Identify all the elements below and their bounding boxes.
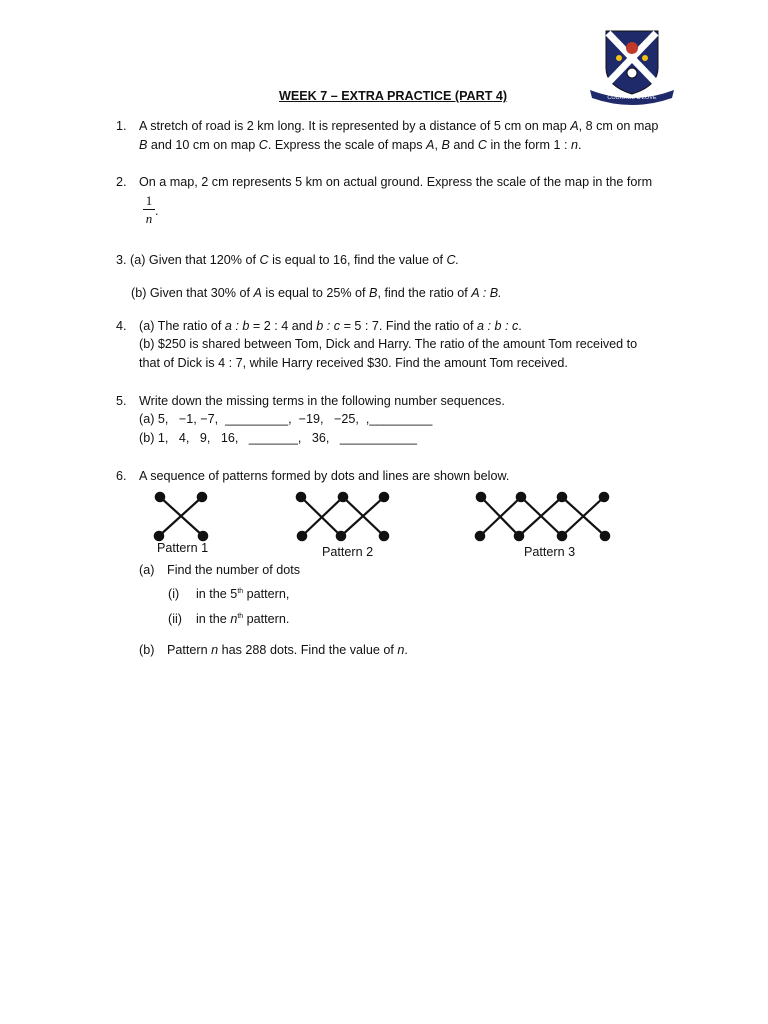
q2-text: On a map, 2 cm represents 5 km on actual ground. Express the scale of the map in the form xyxy=(139,175,653,189)
pattern-3-figure xyxy=(476,493,609,540)
q5-text: Write down the missing terms in the following number sequences. xyxy=(139,394,505,408)
q6aii-text: in the $n^{th}$ pattern. xyxy=(196,612,290,626)
q6ai-label: (i) xyxy=(168,587,180,601)
pattern-2-figure xyxy=(297,493,388,540)
q4b-line2: that of Dick is 4 : 7, while Harry received $30. Find the amount Tom received. xyxy=(139,356,568,370)
q5a-sequence: (a) 5, −1, −7, _________, −19, −25, ,_________ xyxy=(139,412,433,426)
q4a-text: (a) The ratio of a : b = 2 : 4 and b : c = 5 : 7. Find the ratio of a : b : c. xyxy=(139,319,522,333)
q1-line1: A stretch of road is 2 km long. It is represented by a distance of 5 cm on map A, 8 cm on map xyxy=(139,119,659,133)
page-title: WEEK 7 – EXTRA PRACTICE (PART 4) xyxy=(279,89,508,103)
q2-number: 2. xyxy=(116,175,127,189)
q5b-sequence: (b) 1, 4, 9, 16, _______, 36, ___________ xyxy=(139,431,417,445)
q6-number: 6. xyxy=(116,469,127,483)
q3b-text: (b) Given that 30% of A is equal to 25% of B, find the ratio of A : B. xyxy=(131,286,502,300)
q5-number: 5. xyxy=(116,394,127,408)
q4b-line1: (b) $250 is shared between Tom, Dick and Harry. The ratio of the amount Tom received to xyxy=(139,337,638,351)
q1-number: 1. xyxy=(116,119,127,133)
q4-number: 4. xyxy=(116,319,127,333)
q6aii-label: (ii) xyxy=(168,612,182,626)
pattern-3-label: Pattern 3 xyxy=(524,545,576,559)
crest-motto: COURAGE & LOVE xyxy=(607,95,657,101)
q1-line2: B and 10 cm on map C. Express the scale of maps A, B and C in the form 1 : n. xyxy=(139,138,582,152)
fraction-denominator: n xyxy=(145,211,153,226)
pattern-2-label: Pattern 2 xyxy=(322,545,374,559)
q6a-text: Find the number of dots xyxy=(167,563,301,577)
fraction-tail: . xyxy=(155,204,159,218)
q6a-label: (a) xyxy=(139,563,155,577)
pattern-1-figure xyxy=(155,493,207,540)
fraction-numerator: 1 xyxy=(145,193,153,208)
q6-text: A sequence of patterns formed by dots and lines are shown below. xyxy=(139,469,510,483)
q3a-text: 3. (a) Given that 120% of C is equal to 16, find the value of C. xyxy=(116,253,460,267)
q6ai-text: in the 5th pattern, xyxy=(196,587,290,601)
pattern-1-label: Pattern 1 xyxy=(157,541,209,555)
q6b-label: (b) xyxy=(139,643,155,657)
q6b-text: Pattern n has 288 dots. Find the value of n. xyxy=(167,643,408,657)
